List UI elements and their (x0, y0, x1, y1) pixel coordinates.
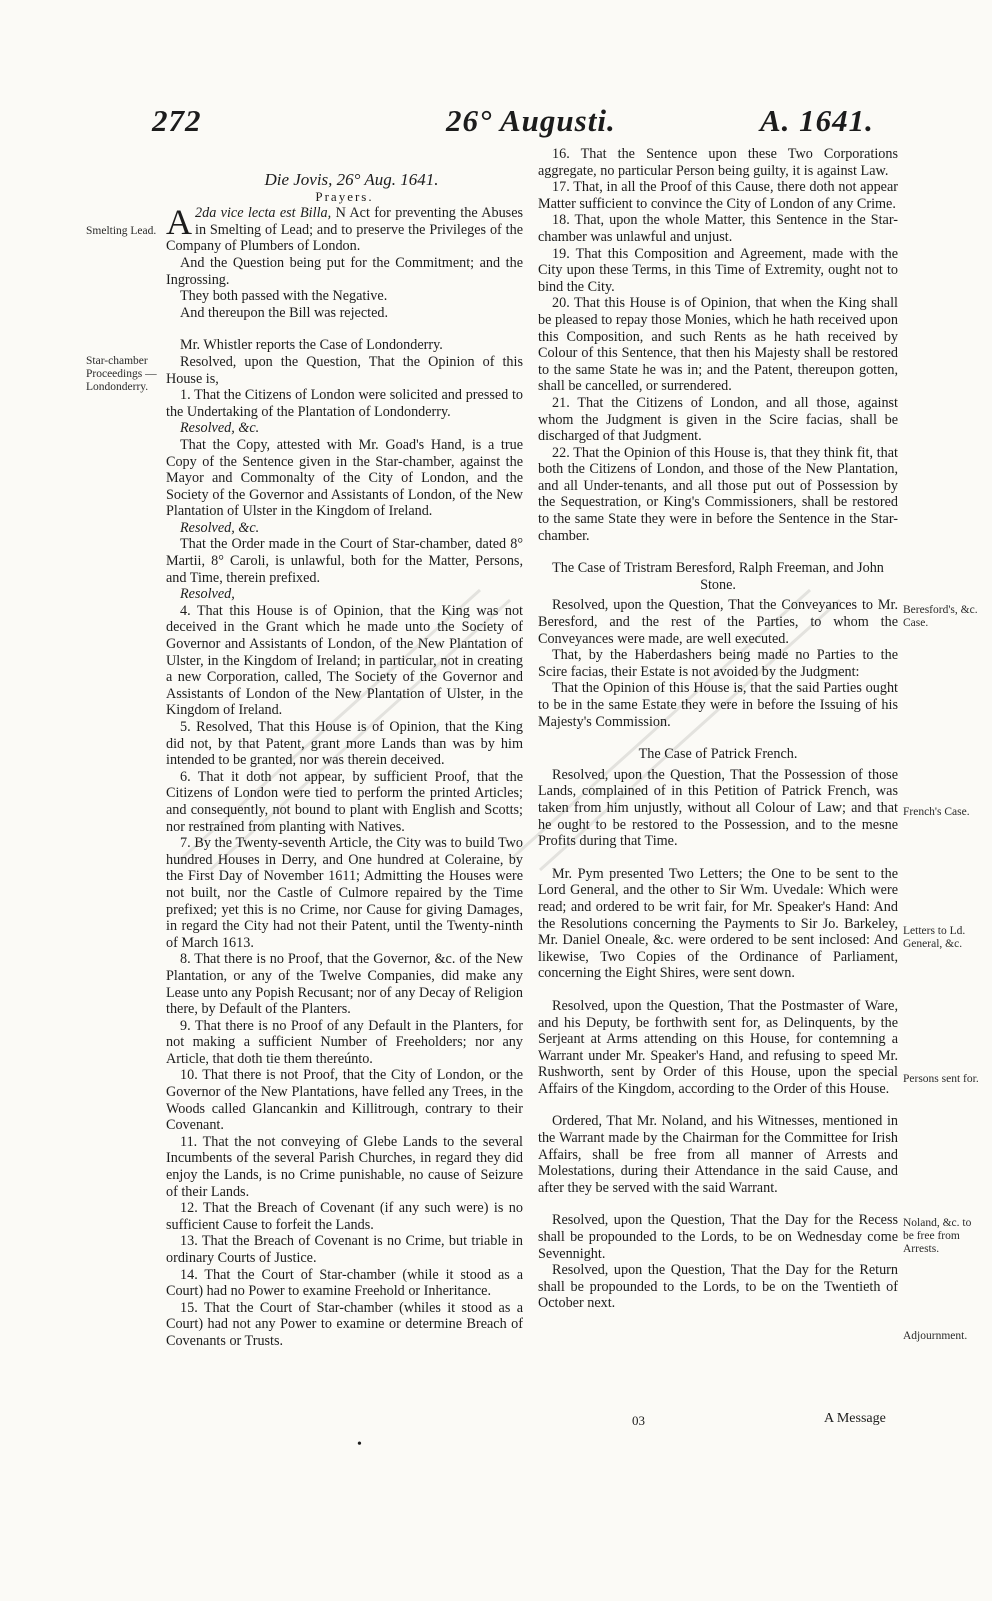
report-londonderry: Mr. Whistler reports the Case of Londonderry. (180, 337, 443, 354)
resolution-12: 12. That the Breach of Covenant (if any such were) is no sufficient Cause to forfeit the Lands. (166, 1200, 523, 1233)
right-column (538, 146, 898, 1312)
resolution-13: 13. That the Breach of Covenant is no Crime, but triable in ordinary Courts of Justice. (166, 1233, 523, 1266)
resolution-22: 22. That the Opinion of this House is, that they think fit, that both the Citizens of London, and those of the New Plantation, and all Under-tenants, and all those put out of Possession by the Sequestration, or King's Commissioners, shall be restored to the same State they were in before the Sentence in the Star-chamber. (538, 444, 898, 544)
pym-letters: Mr. Pym presented Two Letters; the One to be sent to the Lord General, and the other to Sir Wm. Uvedale: Which were read; and ordered to be writ fair, for Mr. Speaker's Hand: And the Resolutions concerning the Payments to Sir Jo. Barkeley, Mr. Daniel Oneale, &c. were ordered to be sent inclosed: And likewise, Two Copies of the Ordinance of Parliament, concerning the Eight Shires, were sent down. (538, 865, 898, 982)
margin-note-noland: Noland, &c. to be free from Arrests. (903, 1217, 972, 1255)
margin-note-persons: Persons sent for. (903, 1073, 979, 1085)
margin-note-french: French's Case. (903, 806, 970, 818)
resolution-copy: That the Copy, attested with Mr. Goad's Hand, is a true Copy of the Sentence given in the Star-chamber, against the Mayor and Commonalty of the City of London, and the Society of the Governor and Assistants of London, of the New Plantation of Ulster in the Kingdom of Ireland. (166, 436, 523, 520)
margin-note-adjournment: Adjournment. (903, 1330, 968, 1342)
noland-order: Ordered, That Mr. Noland, and his Witnesses, mentioned in the Warrant made by the Chairman for the Committee for Irish Affairs, shall be free from all manner of Arrests and Molestations, during their Attendance in the said Cause, and after they be served with the said Warrant. (538, 1113, 898, 1196)
left-column (166, 172, 523, 1350)
resolution-10: 10. That there is not Proof, that the City of London, or the Governor of the New Plantations, have felled any Trees, in the Woods called Glancankin and Killitrough, contrary to their Covenant. (166, 1067, 523, 1134)
resolved-etc-2: Resolved, &c. (180, 519, 260, 536)
resolution-4: 4. That this House is of Opinion, that the King was not deceived in the Grant which he made unto the Society of Governor and Assistants of London, of the New Plantation of Ulster, in the Kingdom of Ireland; in particular, not in creating a new Corporation, called, The Society of the Governor and Assistants of London of the New Plantation of Ulster, in the Kingdom of Ireland. (166, 602, 523, 719)
beresford-resolution-3: That the Opinion of this House is, that the said Parties ought to be in the same Estate they were in before the Issuing of his Majesty's Commission. (538, 680, 898, 730)
resolution-7: 7. By the Twenty-seventh Article, the City was to build Two hundred Houses in Derry, and One hundred at Coleraine, by the First Day of November 1611; Admitting the Houses were not built, nor the Castle of Culmore repaired by the Time prefixed; yet this is no Crime, nor Cause for giving Damages, in regard the City had not their Patent, until the Twenty-ninth of March 1613. (166, 835, 523, 951)
page-number: 272 (152, 103, 202, 138)
resolution-11: 11. That the not conveying of Glebe Lands to the several Incumbents of the several Parish Churches, in regard they did enjoy the Lands, is no Crime punishable, no cause of Seizure of their Lands. (166, 1133, 523, 1200)
question-put: And the Question being put for the Commitment; and the Ingrossing. (166, 254, 523, 288)
signature-mark: 03 (632, 1413, 645, 1428)
passed-negative: They both passed with the Negative. (180, 288, 388, 305)
stray-dot: • (357, 1437, 362, 1452)
postmaster-resolution: Resolved, upon the Question, That the Postmaster of Ware, and his Deputy, be forthwith sent for, as Delinquents, by the Serjeant at Arms attending on this House, for contemning a Warrant under Mr. Speaker's Hand, and refusing to speed Mr. Rushworth, sent by Order of this House, upon the special Affairs of the Kingdom, according to the Order of this House. (538, 997, 898, 1097)
running-year: A. 1641. (760, 103, 874, 138)
return-resolution: Resolved, upon the Question, That the Day for the Return shall be propounded to the Lords, to be on the Twentieth of October next. (538, 1262, 898, 1312)
french-resolution: Resolved, upon the Question, That the Possession of those Lands, complained of in this Petition of Patrick French, was taken from him unjustly, without all Colour of Law; and that he ought to be restored to the Possession, and to the mesne Profits during that Time. (538, 766, 898, 850)
margin-note-letters: Letters to Ld. General, &c. (903, 925, 966, 950)
resolution-16: 16. That the Sentence upon these Two Corporations aggregate, no particular Person being guilty, it is against Law. (538, 146, 898, 179)
resolution-20: 20. That this House is of Opinion, that when the King shall be pleased to repay those Monies, which he hath received upon this Composition, and such Rents as he hath received by Colour of this Sentence, that then his Majesty shall be restored to the same State he was in; and the Patent, thereupon gotten, shall be cancelled, or surrendered. (538, 295, 898, 395)
resolved-opinion: Resolved, upon the Question, That the Opinion of this House is, (166, 353, 523, 387)
margin-note-star-chamber: Star-chamber Proceedings — Londonderry. (86, 355, 157, 393)
resolution-18: 18. That, upon the whole Matter, this Sentence in the Star-chamber was unlawful and unjust. (538, 212, 898, 245)
resolution-15: 15. That the Court of Star-chamber (whiles it stood as a Court) had not any Power to examine or determine Breach of Covenants or Trusts. (166, 1299, 523, 1349)
bill-text: N Act for preventing the Abuses in Smelting of Lead; and to preserve the Privileges of the Company of Plumbers of London. (166, 205, 524, 255)
resolution-19: 19. That this Composition and Agreement, made with the City upon these Terms, in this Time of Extremity, ought not to bind the City. (538, 245, 898, 295)
beresford-resolution-1: Resolved, upon the Question, That the Conveyances to Mr. Beresford, and the rest of the Parties, to whom the Conveyances were made, are well executed. (538, 597, 898, 647)
resolution-21: 21. That the Citizens of London, and all those, against whom the Judgment is given in the Scire facias, shall be discharged of that Judgment. (538, 394, 898, 445)
catchword: A Message (824, 1411, 886, 1426)
prayers-heading: Prayers. (315, 188, 374, 204)
resolution-14: 14. That the Court of Star-chamber (while it stood as a Court) had no Power to examine Freehold or Inheritance. (166, 1266, 523, 1300)
french-case-title: The Case of Patrick French. (638, 746, 798, 763)
resolution-17: 17. That, in all the Proof of this Cause, there doth not appear Matter sufficient to convince the City of London of any Crime. (538, 179, 898, 212)
drop-cap: A (166, 202, 192, 243)
day-heading: Die Jovis, 26° Aug. 1641. (264, 170, 439, 189)
bill-reading-label: 2da vice lecta est Billa, (195, 205, 332, 222)
resolution-5: 5. Resolved, That this House is of Opinion, that the King did not, by that Patent, grant more Lands than was by him intended to be granted, nor was therein deceived. (166, 719, 523, 769)
resolved-etc-1: Resolved, &c. (180, 420, 260, 437)
margin-note-smelting: Smelting Lead. (86, 225, 157, 237)
resolved-3: Resolved, (180, 586, 235, 603)
resolution-6: 6. That it doth not appear, by sufficient Proof, that the Citizens of London were tied to perform the printed Articles; and consequently, not bound to plant with English and Scotts; nor restrained from planting with Natives. (166, 768, 523, 835)
resolution-1: 1. That the Citizens of London were solicited and pressed to the Undertaking of the Plantation of Londonderry. (166, 387, 523, 420)
recess-resolution: Resolved, upon the Question, That the Day for the Recess shall be propounded to the Lords, to be on Wednesday come Sevennight. (538, 1212, 898, 1262)
running-date: 26° Augusti. (446, 103, 616, 138)
resolution-8: 8. That there is no Proof, that the Governor, &c. of the New Plantation, or any of the Twelve Companies, did make any Lease unto any Popish Recusant; nor of any Decay of Religion there, by Default of the Planters. (166, 951, 523, 1018)
beresford-case-title: The Case of Tristram Beresford, Ralph Freeman, and John Stone. (552, 560, 884, 593)
resolution-9: 9. That there is no Proof of any Default in the Planters, for not making a sufficient Number of Freeholders; nor any Article, that doth tie them thereúnto. (166, 1017, 523, 1067)
bill-rejected: And thereupon the Bill was rejected. (180, 304, 389, 321)
beresford-resolution-2: That, by the Haberdashers being made no Parties to the Scire facias, their Estate is not avoided by the Judgment: (538, 647, 898, 680)
bill-paragraph (166, 202, 524, 255)
resolution-order: That the Order made in the Court of Star-chamber, dated 8° Martii, 8° Caroli, is unlawful, both for the Matter, Persons, and Time, therein prefixed. (166, 536, 523, 586)
margin-note-beresford: Beresford's, &c. Case. (903, 604, 978, 629)
